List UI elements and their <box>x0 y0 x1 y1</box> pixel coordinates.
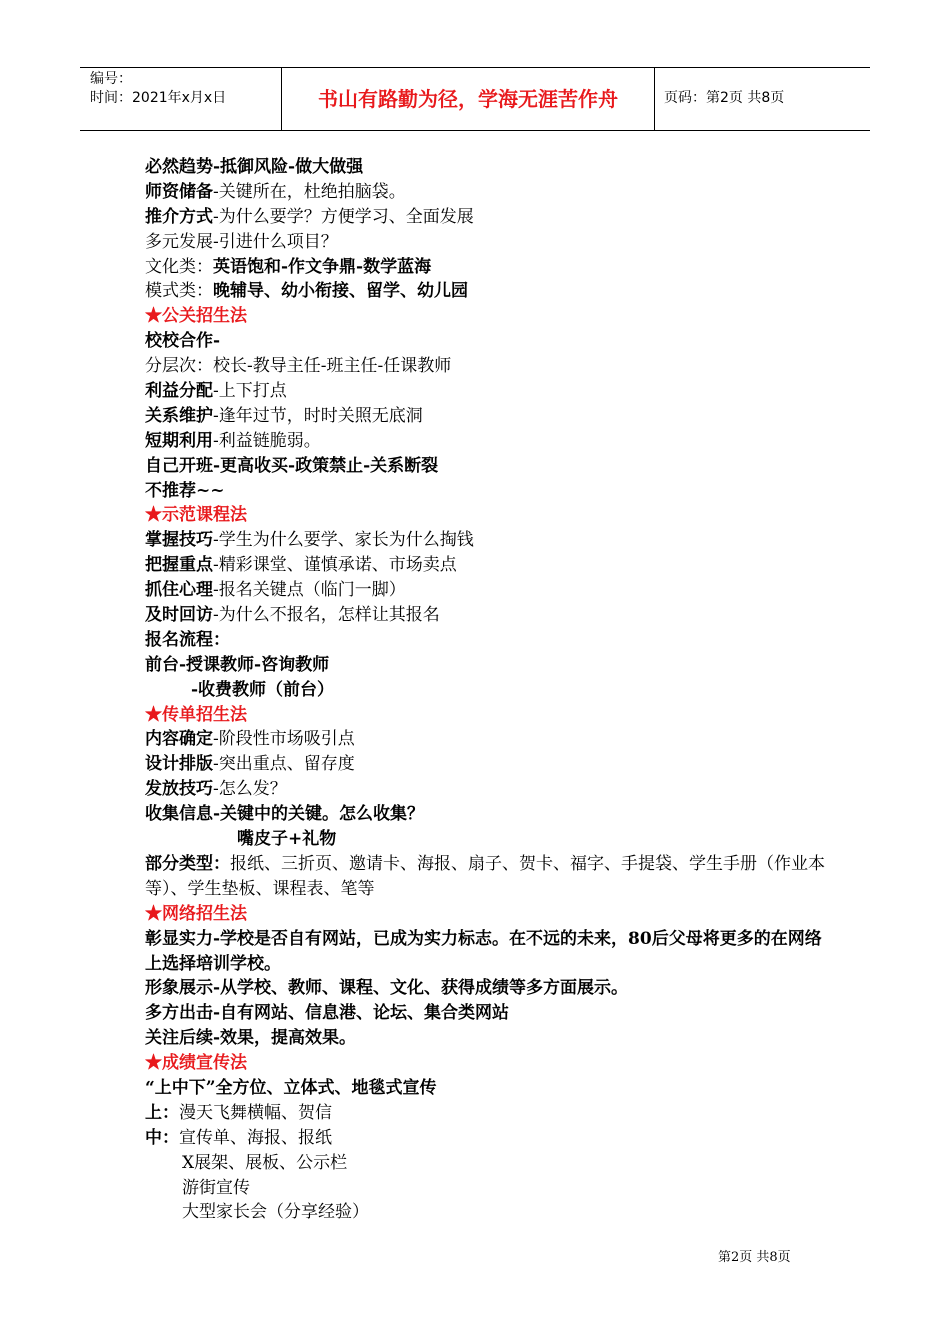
text-line: 分层次：校长-教导主任-班主任-任课教师 <box>145 356 452 377</box>
text-line: 校校合作- <box>145 331 221 352</box>
description: -突出重点、留存度 <box>213 754 355 775</box>
term: 发放技巧 <box>145 779 213 800</box>
term: 内容确定 <box>145 729 213 750</box>
description: -为什么要学？方便学习、全面发展 <box>213 206 474 227</box>
text-line <box>145 752 825 777</box>
text-line: 收集信息-关键中的关键。怎么收集？ <box>145 804 425 825</box>
description: -上下打点 <box>213 381 287 402</box>
text-line: 多方出击-自有网站、信息港、论坛、集合类网站 <box>145 1003 510 1024</box>
text-line <box>145 279 825 304</box>
page-header <box>80 67 870 131</box>
description: 报纸、三折页、邀请卡、海报、扇子、贺卡、福字、手提袋、学生手册（作业本等）、学生垫板、课程表、笔等 <box>145 853 825 899</box>
term: 设计排版 <box>145 754 213 775</box>
text-line: 前台-授课教师-咨询教师 <box>145 654 330 675</box>
term: 抓住心理 <box>145 580 213 601</box>
text-line: X展架、展板、公示栏 <box>182 1152 348 1173</box>
description: -报名关键点（临门一脚） <box>213 580 406 601</box>
section-heading: ★示范课程法 <box>145 505 247 526</box>
text-line <box>145 429 825 454</box>
text-line <box>145 852 825 902</box>
text-line: 不推荐~~ <box>145 480 225 501</box>
text-line <box>145 528 825 553</box>
term: 短期利用 <box>145 430 213 451</box>
term: 部分类型： <box>145 853 230 874</box>
description: 宣传单、海报、报纸 <box>179 1127 332 1148</box>
text-line <box>145 1101 825 1126</box>
term: 文化类： <box>145 256 213 277</box>
term: 关系维护 <box>145 405 213 426</box>
term: 上： <box>145 1102 179 1123</box>
text-line <box>145 727 825 752</box>
text-line: 自己开班-更高收买-政策禁止-关系断裂 <box>145 455 439 476</box>
description: -逢年过节，时时关照无底洞 <box>213 405 423 426</box>
text-line: 形象展示-从学校、教师、课程、文化、获得成绩等多方面展示。 <box>145 978 629 999</box>
number-label: 编号： <box>90 71 132 87</box>
description: -学生为什么要学、家长为什么掏钱 <box>213 530 474 551</box>
description: -关键所在，杜绝拍脑袋。 <box>213 181 406 202</box>
section-heading: ★成绩宣传法 <box>145 1053 247 1074</box>
header-motto: 书山有路勤为径，学海无涯苦作舟 <box>318 87 618 111</box>
text-line <box>145 180 825 205</box>
text-line: -收费教师（前台） <box>191 679 335 700</box>
term: 模式类： <box>145 281 213 302</box>
description: -怎么发？ <box>213 779 287 800</box>
section-heading: ★传单招生法 <box>145 704 247 725</box>
term: 师资储备 <box>145 181 213 202</box>
term: 掌握技巧 <box>145 530 213 551</box>
term: 及时回访 <box>145 605 213 626</box>
text-line <box>145 1126 825 1151</box>
text-line <box>145 578 825 603</box>
description: -精彩课堂、谨慎承诺、市场卖点 <box>213 555 457 576</box>
text-line: 彰显实力-学校是否自有网站，已成为实力标志。在不远的未来，80后父母将更多的在网络上选择培训学校。 <box>145 928 822 974</box>
text-line <box>145 404 825 429</box>
text-line: 嘴皮子+礼物 <box>237 829 337 850</box>
text-line: 多元发展-引进什么项目？ <box>145 231 338 252</box>
text-line <box>145 255 825 280</box>
text-line <box>145 205 825 230</box>
header-page-number: 页码：第2页 共8页 <box>664 90 785 106</box>
text-line: 关注后续-效果，提高效果。 <box>145 1028 357 1049</box>
text-line: 报名流程： <box>145 629 230 650</box>
description: -利益链脆弱。 <box>213 430 321 451</box>
header-divider <box>654 68 655 130</box>
section-heading: ★公关招生法 <box>145 306 247 327</box>
section-heading: ★网络招生法 <box>145 903 247 924</box>
term: 利益分配 <box>145 381 213 402</box>
date-line: 时间：2021年x月x日 <box>90 90 227 106</box>
text-line <box>145 603 825 628</box>
text-line: 必然趋势-抵御风险-做大做强 <box>145 157 364 177</box>
text-line <box>145 379 825 404</box>
description: 漫天飞舞横幅、贺信 <box>179 1102 332 1123</box>
text-line: 大型家长会（分享经验） <box>182 1202 369 1223</box>
description: -阶段性市场吸引点 <box>213 729 355 750</box>
header-info <box>90 70 226 108</box>
text-line: “上中下”全方位、立体式、地毯式宣传 <box>145 1078 437 1099</box>
description: 晚辅导、幼小衔接、留学、幼儿园 <box>213 281 468 302</box>
term: 推介方式 <box>145 206 213 227</box>
description: 英语饱和-作文争鼎-数学蓝海 <box>213 256 432 277</box>
text-line <box>145 553 825 578</box>
text-line: 游街宣传 <box>182 1177 250 1198</box>
document-body <box>145 155 825 1225</box>
description: -为什么不报名，怎样让其报名 <box>213 605 440 626</box>
text-line <box>145 777 825 802</box>
term: 把握重点 <box>145 555 213 576</box>
page-footer: 第2页 共8页 <box>718 1250 791 1265</box>
term: 中： <box>145 1127 179 1148</box>
